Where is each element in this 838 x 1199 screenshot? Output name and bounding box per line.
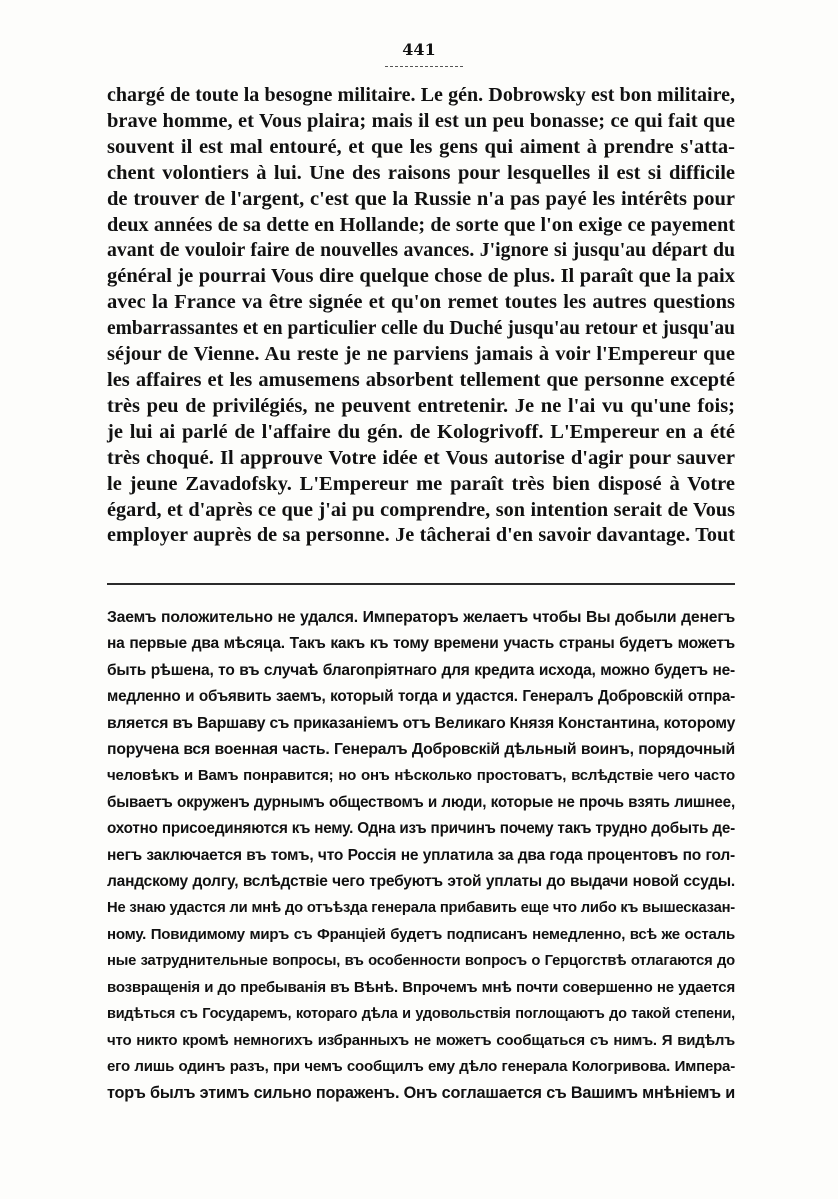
russian-line: торъ былъ этимъ сильно пораженъ. Онъ соглашается съ Вашимъ мнѣніемъ и — [107, 1084, 735, 1103]
french-text-block — [107, 83, 735, 549]
russian-line: медленно и объявить заемъ, который тогда и удастся. Генералъ Добровскій отпра- — [107, 688, 735, 706]
french-line: brave homme, et Vous plaira; mais il est un peu bonasse; ce qui fait que — [107, 109, 735, 132]
russian-line: ные затруднительные вопросы, въ особенности вопросъ о Герцогствѣ отлагаются до — [107, 953, 735, 970]
french-line: général je pourrai Vous dire quelque chose de plus. Il paraît que la paix — [107, 265, 735, 288]
russian-line: что никто кромѣ немногихъ избранныхъ не можетъ сообщаться съ нимъ. Я видѣлъ — [107, 1031, 735, 1049]
french-line: employer auprès de sa personne. Je tâcherai d'en savoir davantage. Tout — [107, 524, 735, 547]
russian-translation-block — [107, 605, 735, 1107]
french-line: embarrassantes et en particulier celle du Duché jusqu'au retour et jusqu'au — [107, 318, 735, 340]
french-line: je lui ai parlé de l'affaire du gén. de Kologrivoff. L'Empereur en a été — [107, 420, 735, 443]
russian-line: вляется въ Варшаву съ приказаніемъ отъ Великаго Князя Константина, которому — [107, 714, 736, 732]
russian-line: на первые два мѣсяца. Такъ какъ къ тому времени участь страны будетъ можетъ — [107, 635, 735, 653]
russian-line: поручена вся военная часть. Генералъ Добровскій дѣльный воинъ, порядочный — [107, 741, 735, 759]
section-divider — [107, 583, 735, 585]
russian-line: негъ заключается въ томъ, что Россія не уплатила за два года процентовъ по гол- — [107, 846, 735, 864]
french-line: avec la France va être signée et qu'on remet toutes les autres questions — [107, 291, 735, 314]
russian-line: Не знаю удастся ли мнѣ до отъѣзда генерала прибавить еще что либо къ вышесказан- — [107, 900, 735, 917]
russian-line: видѣться съ Государемъ, котораго дѣла и удовольствія поглощаютъ до такой степени, — [107, 1006, 735, 1023]
russian-line: быть рѣшена, то въ случаѣ благопріятнаго для кредита исхода, можно будетъ не- — [107, 661, 735, 679]
russian-line: его лишь одинъ разъ, при чемъ сообщилъ ему дѣло генерала Кологривова. Импера- — [107, 1057, 735, 1075]
russian-line: ному. Повидимому миръ съ Францiей будетъ подписанъ немедленно, всѣ же осталь — [107, 925, 735, 943]
russian-line: ландскому долгу, вслѣдствіе чего требуютъ этой уплаты до выдачи новой ссуды. — [107, 873, 735, 891]
page-number: 441 — [402, 40, 436, 59]
russian-line: возвращенія и до пребыванія въ Вѣнѣ. Впрочемъ мнѣ почти совершенно не удается — [107, 978, 735, 996]
french-line: avant de vouloir faire de nouvelles avances. J'ignore si jusqu'au départ du — [107, 239, 735, 262]
french-line: souvent il est mal entouré, et que les gens qui aiment à prendre s'atta- — [107, 135, 735, 158]
french-line: chargé de toute la besogne militaire. Le gén. Dobrowsky est bon militaire, — [107, 84, 735, 106]
french-line: de trouver de l'argent, c'est que la Russie n'a pas payé les intérêts pour — [107, 187, 735, 210]
russian-line: человѣкъ и Вамъ понравится; но онъ нѣсколько простоватъ, вслѣдствіе чего часто — [107, 767, 735, 785]
french-line: le jeune Zavadofsky. L'Empereur me paraît très bien disposé à Votre — [107, 472, 735, 495]
french-line: chent volontiers à lui. Une des raisons pour lesquelles il est si difficile — [107, 161, 735, 184]
page-number-rule — [385, 66, 463, 68]
russian-line: бываетъ окруженъ дурнымъ обществомъ и люди, которые не прочь взять лишнее, — [107, 793, 735, 811]
french-line: très peu de privilégiés, ne peuvent entretenir. Je ne l'ai vu qu'une fois; — [107, 394, 735, 417]
russian-line: охотно присоединяются къ нему. Одна изъ причинъ почему такъ трудно добыть де- — [107, 820, 735, 838]
french-line: deux années de sa dette en Hollande; de sorte que l'on exige ce payement — [107, 213, 735, 236]
french-line: les affaires et les amusemens absorbent tellement que personne excepté — [107, 368, 735, 391]
french-line: très choqué. Il approuve Votre idée et Vous autorise d'agir pour sauver — [107, 446, 735, 469]
french-line: séjour de Vienne. Au reste je ne parviens jamais à voir l'Empereur que — [107, 343, 735, 366]
french-line: égard, et d'après ce que j'ai pu comprendre, son intention serait de Vous — [107, 498, 735, 521]
russian-line: Заемъ положительно не удался. Императоръ желаетъ чтобы Вы добыли денегъ — [107, 609, 735, 626]
